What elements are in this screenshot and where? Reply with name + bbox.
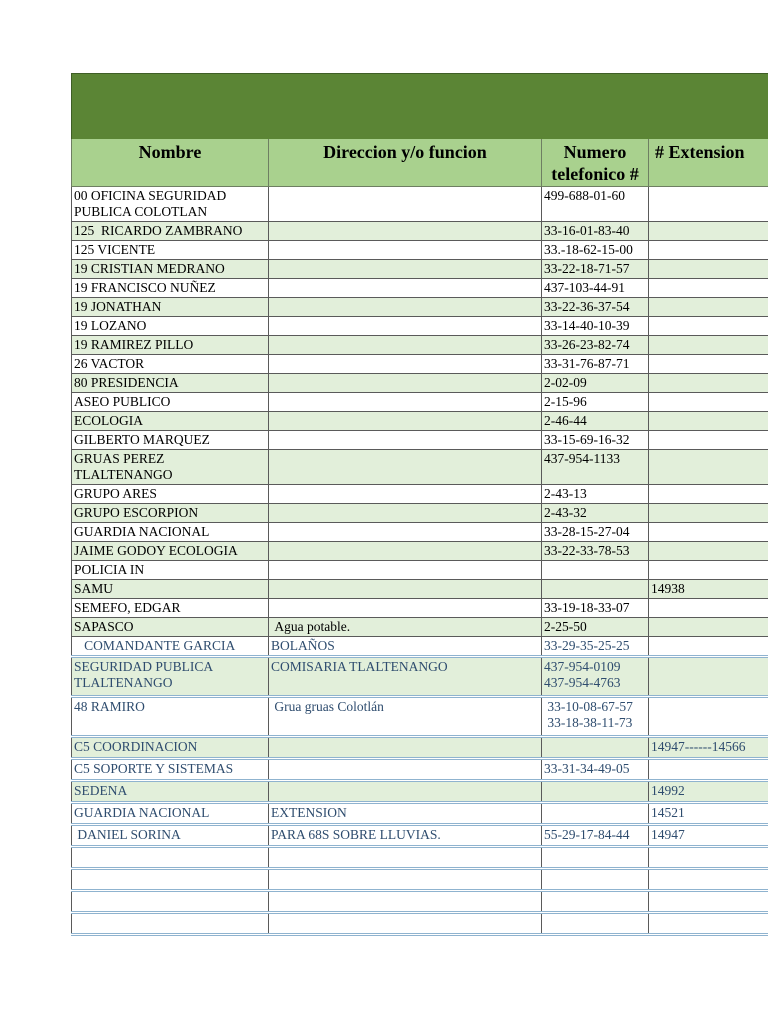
cell-extension (649, 298, 768, 317)
table-row (72, 222, 768, 241)
table-row (72, 355, 768, 374)
cell-extension (649, 317, 768, 336)
cell-telefono: 33-22-36-37-54 (542, 298, 649, 317)
cell-direccion: Grua gruas Colotlán (269, 697, 542, 737)
cell-extension (649, 523, 768, 542)
contacts-body (72, 187, 768, 935)
cell-direccion (269, 542, 542, 561)
cell-nombre: C5 SOPORTE Y SISTEMAS (72, 759, 269, 781)
cell-nombre (72, 891, 269, 913)
cell-direccion (269, 504, 542, 523)
cell-extension (649, 393, 768, 412)
cell-extension (649, 561, 768, 580)
cell-direccion (269, 241, 542, 260)
cell-direccion (269, 374, 542, 393)
cell-telefono (542, 847, 649, 869)
cell-telefono: 55-29-17-84-44 (542, 825, 649, 847)
contact-sheet (71, 73, 768, 936)
cell-telefono: 33-19-18-33-07 (542, 599, 649, 618)
cell-extension: 14938 (649, 580, 768, 599)
cell-direccion (269, 431, 542, 450)
cell-nombre: 00 OFICINA SEGURIDAD PUBLICA COLOTLAN (72, 187, 269, 222)
cell-nombre (72, 913, 269, 935)
cell-telefono: 33-31-76-87-71 (542, 355, 649, 374)
cell-nombre: 19 CRISTIAN MEDRANO (72, 260, 269, 279)
table-row (72, 913, 768, 935)
cell-nombre: C5 COORDINACION (72, 737, 269, 759)
cell-direccion (269, 485, 542, 504)
cell-telefono: 2-46-44 (542, 412, 649, 431)
cell-direccion: BOLAÑOS (269, 637, 542, 657)
cell-direccion: Agua potable. (269, 618, 542, 637)
cell-extension (649, 618, 768, 637)
cell-nombre (72, 869, 269, 891)
table-row (72, 737, 768, 759)
cell-telefono: 33-16-01-83-40 (542, 222, 649, 241)
cell-direccion (269, 781, 542, 803)
cell-nombre: COMANDANTE GARCIA (72, 637, 269, 657)
cell-nombre: 26 VACTOR (72, 355, 269, 374)
cell-nombre (72, 847, 269, 869)
cell-extension (649, 847, 768, 869)
cell-nombre: GRUPO ESCORPION (72, 504, 269, 523)
cell-extension (649, 913, 768, 935)
header-row (72, 139, 768, 187)
cell-telefono (542, 737, 649, 759)
table-row (72, 431, 768, 450)
table-row (72, 504, 768, 523)
cell-telefono (542, 561, 649, 580)
cell-telefono: 437-103-44-91 (542, 279, 649, 298)
cell-nombre: 48 RAMIRO (72, 697, 269, 737)
table-row (72, 542, 768, 561)
cell-direccion (269, 279, 542, 298)
table-row (72, 393, 768, 412)
cell-direccion: EXTENSION (269, 803, 542, 825)
cell-direccion (269, 450, 542, 485)
cell-direccion (269, 336, 542, 355)
cell-extension (649, 279, 768, 298)
cell-extension: 14521 (649, 803, 768, 825)
cell-direccion: COMISARIA TLALTENANGO (269, 657, 542, 697)
cell-telefono: 33-15-69-16-32 (542, 431, 649, 450)
cell-nombre: GILBERTO MARQUEZ (72, 431, 269, 450)
cell-extension (649, 431, 768, 450)
cell-telefono: 2-15-96 (542, 393, 649, 412)
cell-extension (649, 222, 768, 241)
cell-telefono: 437-954-0109 437-954-4763 (542, 657, 649, 697)
cell-nombre: 19 JONATHAN (72, 298, 269, 317)
cell-nombre: GRUPO ARES (72, 485, 269, 504)
header-extension: # Extension (649, 139, 768, 187)
cell-telefono (542, 803, 649, 825)
cell-extension: 14992 (649, 781, 768, 803)
cell-direccion (269, 393, 542, 412)
table-row (72, 260, 768, 279)
cell-telefono: 33-31-34-49-05 (542, 759, 649, 781)
cell-extension (649, 355, 768, 374)
table-row (72, 803, 768, 825)
cell-direccion (269, 913, 542, 935)
cell-nombre: 80 PRESIDENCIA (72, 374, 269, 393)
cell-extension (649, 891, 768, 913)
cell-telefono (542, 781, 649, 803)
cell-extension (649, 485, 768, 504)
cell-direccion (269, 260, 542, 279)
cell-telefono: 437-954-1133 (542, 450, 649, 485)
cell-extension (649, 637, 768, 657)
cell-extension (649, 504, 768, 523)
table-row (72, 580, 768, 599)
table-row (72, 847, 768, 869)
cell-telefono: 2-02-09 (542, 374, 649, 393)
cell-nombre: 125 RICARDO ZAMBRANO (72, 222, 269, 241)
cell-direccion (269, 187, 542, 222)
table-row (72, 869, 768, 891)
cell-nombre: POLICIA IN (72, 561, 269, 580)
table-row (72, 317, 768, 336)
cell-telefono: 33-29-35-25-25 (542, 637, 649, 657)
cell-telefono: 2-25-50 (542, 618, 649, 637)
cell-telefono (542, 891, 649, 913)
table-row (72, 279, 768, 298)
cell-extension: 14947------14566 (649, 737, 768, 759)
table-row (72, 450, 768, 485)
cell-nombre: 19 FRANCISCO NUÑEZ (72, 279, 269, 298)
cell-nombre: GUARDIA NACIONAL (72, 803, 269, 825)
cell-nombre: DANIEL SORINA (72, 825, 269, 847)
table-row (72, 599, 768, 618)
cell-direccion (269, 523, 542, 542)
table-row (72, 657, 768, 697)
cell-nombre: SEGURIDAD PUBLICA TLALTENANGO (72, 657, 269, 697)
table-row (72, 561, 768, 580)
cell-direccion (269, 759, 542, 781)
cell-telefono: 2-43-32 (542, 504, 649, 523)
table-row (72, 374, 768, 393)
cell-extension (649, 599, 768, 618)
cell-extension: 14947 (649, 825, 768, 847)
cell-extension (649, 657, 768, 697)
cell-nombre: JAIME GODOY ECOLOGIA (72, 542, 269, 561)
cell-direccion (269, 599, 542, 618)
cell-direccion (269, 355, 542, 374)
cell-extension (649, 374, 768, 393)
table-row (72, 412, 768, 431)
cell-direccion (269, 891, 542, 913)
table-row (72, 825, 768, 847)
cell-direccion (269, 847, 542, 869)
table-row (72, 618, 768, 637)
cell-direccion: PARA 68S SOBRE LLUVIAS. (269, 825, 542, 847)
cell-nombre: SAPASCO (72, 618, 269, 637)
cell-extension (649, 241, 768, 260)
cell-direccion (269, 298, 542, 317)
cell-extension (649, 412, 768, 431)
cell-extension (649, 336, 768, 355)
cell-extension (649, 450, 768, 485)
table-row (72, 781, 768, 803)
cell-direccion (269, 737, 542, 759)
table-row (72, 891, 768, 913)
cell-direccion (269, 222, 542, 241)
cell-extension (649, 542, 768, 561)
cell-nombre: GRUAS PEREZ TLALTENANGO (72, 450, 269, 485)
table-row (72, 637, 768, 657)
cell-direccion (269, 412, 542, 431)
cell-nombre: SEMEFO, EDGAR (72, 599, 269, 618)
cell-nombre: 19 RAMIREZ PILLO (72, 336, 269, 355)
header-telefono: Numero telefonico # (542, 139, 649, 187)
cell-telefono: 33-14-40-10-39 (542, 317, 649, 336)
cell-telefono: 33-28-15-27-04 (542, 523, 649, 542)
cell-direccion (269, 561, 542, 580)
cell-extension (649, 260, 768, 279)
cell-extension (649, 187, 768, 222)
cell-nombre: 19 LOZANO (72, 317, 269, 336)
table-row (72, 697, 768, 737)
cell-telefono: 33.-18-62-15-00 (542, 241, 649, 260)
header-nombre: Nombre (72, 139, 269, 187)
cell-extension (649, 869, 768, 891)
cell-telefono: 33-22-18-71-57 (542, 260, 649, 279)
header-banner (71, 73, 768, 139)
cell-telefono (542, 913, 649, 935)
table-row (72, 485, 768, 504)
cell-telefono (542, 869, 649, 891)
table-row (72, 187, 768, 222)
cell-nombre: SEDENA (72, 781, 269, 803)
cell-direccion (269, 580, 542, 599)
cell-nombre: SAMU (72, 580, 269, 599)
cell-extension (649, 697, 768, 737)
table-row (72, 241, 768, 260)
table-row (72, 523, 768, 542)
cell-nombre: 125 VICENTE (72, 241, 269, 260)
cell-nombre: ECOLOGIA (72, 412, 269, 431)
cell-nombre: ASEO PUBLICO (72, 393, 269, 412)
cell-telefono: 33-26-23-82-74 (542, 336, 649, 355)
table-row (72, 336, 768, 355)
cell-direccion (269, 869, 542, 891)
cell-nombre: GUARDIA NACIONAL (72, 523, 269, 542)
cell-telefono: 499-688-01-60 (542, 187, 649, 222)
cell-direccion (269, 317, 542, 336)
header-direccion: Direccion y/o funcion (269, 139, 542, 187)
table-row (72, 298, 768, 317)
table-row (72, 759, 768, 781)
cell-telefono: 33-10-08-67-57 33-18-38-11-73 (542, 697, 649, 737)
cell-extension (649, 759, 768, 781)
cell-telefono: 2-43-13 (542, 485, 649, 504)
contacts-table (71, 139, 768, 936)
cell-telefono: 33-22-33-78-53 (542, 542, 649, 561)
cell-telefono (542, 580, 649, 599)
